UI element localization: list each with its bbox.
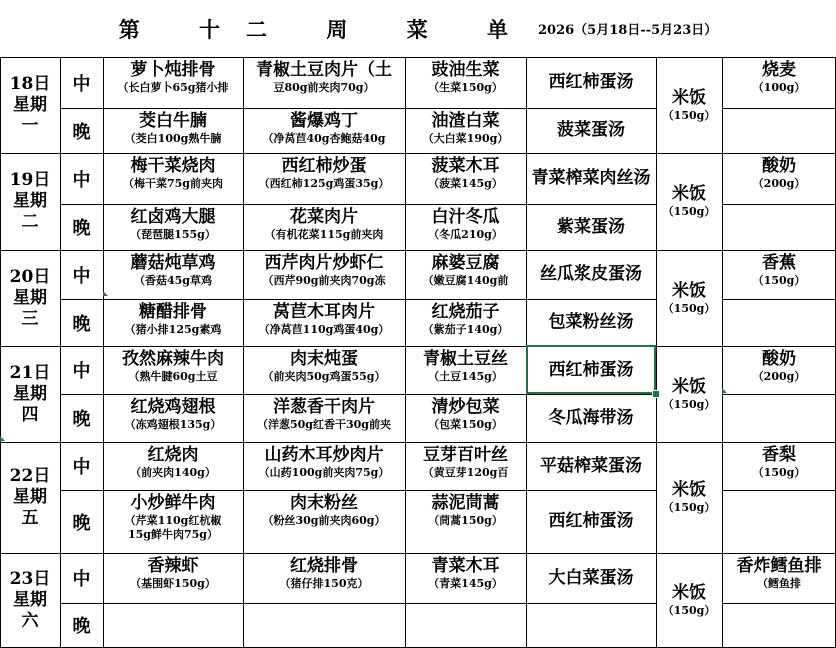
extra-detail: （鳕鱼排 xyxy=(757,577,801,590)
dish-cell[interactable] xyxy=(405,603,526,647)
dish-detail: （琵琶腿155g） xyxy=(130,228,216,241)
dish-cell[interactable] xyxy=(243,57,405,108)
staple-name: 米饭 xyxy=(672,87,706,108)
extra-detail: （150g） xyxy=(752,274,806,287)
staple-quantity: （150g） xyxy=(662,501,716,514)
staple-cell[interactable] xyxy=(656,346,722,442)
meal-lunch-label: 中 xyxy=(72,169,91,191)
extra-name: 香炸鳕鱼排 xyxy=(736,556,822,576)
soup-name: 西红柿蛋汤 xyxy=(548,511,634,531)
meal-dinner-label: 晚 xyxy=(72,218,91,239)
day-label-line3: 一 xyxy=(21,115,39,136)
meal-cell[interactable] xyxy=(60,346,103,394)
dish-cell[interactable] xyxy=(103,299,243,346)
title-main: 第 十二 周 菜 单 xyxy=(118,16,534,42)
dish-name: 红卤鸡大腿 xyxy=(130,207,216,227)
dish-cell[interactable] xyxy=(405,490,526,553)
soup-cell[interactable] xyxy=(526,108,656,153)
dish-detail: （香菇45g草鸡 xyxy=(134,274,212,287)
dish-detail: （前夹肉140g） xyxy=(130,466,216,479)
dish-detail: （梅干菜75g前夹肉 xyxy=(123,177,223,190)
dish-detail: （冬瓜210g） xyxy=(428,228,503,241)
staple-quantity: （150g） xyxy=(662,397,716,411)
extra-detail: （150g） xyxy=(752,466,806,479)
dish-name: 白汁冬瓜 xyxy=(431,207,500,227)
soup-name: 大白菜蛋汤 xyxy=(548,567,634,588)
extra-name: 酸奶 xyxy=(762,349,796,369)
day-label-line2: 星期 xyxy=(13,383,47,404)
soup-name: 紫菜蛋汤 xyxy=(557,216,625,237)
dish-cell[interactable] xyxy=(405,250,526,299)
extra-detail: （100g） xyxy=(752,81,806,94)
meal-cell[interactable] xyxy=(60,603,103,647)
dish-detail: （芹菜110g红杭椒 xyxy=(124,514,222,527)
meal-dinner-label: 晚 xyxy=(72,512,91,534)
dish-cell[interactable] xyxy=(405,108,526,153)
staple-quantity: （150g） xyxy=(662,108,716,122)
dish-cell[interactable] xyxy=(405,442,526,490)
day-label-cell[interactable] xyxy=(0,153,60,250)
day-label-line2: 星期 xyxy=(13,487,47,507)
dish-cell[interactable] xyxy=(243,299,405,346)
dish-cell[interactable] xyxy=(243,603,405,647)
dish-detail: （生菜150g） xyxy=(428,81,503,94)
dish-cell[interactable] xyxy=(243,250,405,299)
dish-cell[interactable] xyxy=(243,442,405,490)
cell-indicator-mark xyxy=(103,291,108,296)
extra-cell[interactable] xyxy=(722,250,836,299)
dish-name: 蒜泥茼蒿 xyxy=(431,493,500,513)
dish-name: 肉末炖蛋 xyxy=(290,349,358,369)
staple-cell[interactable] xyxy=(656,553,722,647)
meal-cell[interactable] xyxy=(60,299,103,346)
dish-detail: （青菜145g） xyxy=(428,577,503,590)
dish-detail: （猪小排125g素鸡 xyxy=(124,323,222,336)
dish-detail: （西红柿125g鸡蛋35g） xyxy=(258,177,390,190)
day-label-cell[interactable] xyxy=(0,442,60,553)
dish-name: 清炒包菜 xyxy=(431,397,500,417)
staple-name: 米饭 xyxy=(672,480,706,500)
meal-dinner-label: 晚 xyxy=(72,616,91,637)
day-label-line2: 星期 xyxy=(13,191,47,211)
extra-cell[interactable] xyxy=(722,346,836,394)
dish-name: 花菜肉片 xyxy=(290,207,358,227)
meal-dinner-label: 晚 xyxy=(72,313,91,335)
dish-detail: （紫茄子140g） xyxy=(422,323,509,336)
soup-name: 平菇榨菜蛋汤 xyxy=(540,455,642,476)
soup-cell[interactable] xyxy=(526,250,656,299)
extra-cell[interactable] xyxy=(722,603,836,647)
soup-cell[interactable] xyxy=(526,394,656,442)
selected-cell-outline xyxy=(526,345,656,394)
meal-cell[interactable] xyxy=(60,490,103,553)
dish-name: 红烧肉 xyxy=(147,445,199,465)
dish-cell[interactable] xyxy=(103,603,243,647)
staple-cell[interactable] xyxy=(656,442,722,553)
staple-quantity: （150g） xyxy=(662,205,716,218)
dish-name: 红烧鸡翅根 xyxy=(130,397,216,417)
soup-cell[interactable] xyxy=(526,153,656,204)
extra-name: 烧麦 xyxy=(762,60,796,80)
day-label-line1: 23日 xyxy=(9,568,51,589)
dish-detail: （净莴苣110g鸡蛋40g） xyxy=(258,323,390,336)
dish-detail: （大白菜190g） xyxy=(422,132,509,145)
dish-detail: （黄豆芽120g百 xyxy=(422,466,509,479)
dish-cell[interactable] xyxy=(103,553,243,603)
dish-name: 梅干菜烧肉 xyxy=(130,156,216,176)
day-label-line1: 21日 xyxy=(9,362,51,383)
dish-name: 香辣虾 xyxy=(147,556,199,576)
staple-name: 米饭 xyxy=(672,376,706,397)
day-label-line3: 三 xyxy=(21,308,39,329)
dish-cell[interactable] xyxy=(103,204,243,250)
soup-cell[interactable] xyxy=(526,553,656,603)
soup-name: 冬瓜海带汤 xyxy=(548,407,634,428)
dish-name: 肉末粉丝 xyxy=(290,493,358,513)
staple-name: 米饭 xyxy=(672,582,706,603)
dish-name: 糖醋排骨 xyxy=(139,302,207,322)
meal-lunch-label: 中 xyxy=(72,361,91,382)
meal-lunch-label: 中 xyxy=(72,73,91,95)
dish-cell[interactable] xyxy=(103,346,243,394)
soup-cell[interactable] xyxy=(526,603,656,647)
extra-cell[interactable] xyxy=(722,108,836,153)
soup-cell[interactable] xyxy=(526,490,656,553)
dish-detail: （土豆145g） xyxy=(428,370,503,383)
dish-name: 西红柿炒蛋 xyxy=(281,156,367,176)
dish-detail: （净莴苣40g杏鲍菇40g xyxy=(262,132,386,145)
meal-cell[interactable] xyxy=(60,153,103,204)
dish-detail: 15g鲜牛肉75g） xyxy=(128,528,218,541)
dish-detail: （包菜150g） xyxy=(428,418,503,431)
dish-cell[interactable] xyxy=(405,553,526,603)
day-label-line3: 六 xyxy=(21,610,39,631)
dish-cell[interactable] xyxy=(103,490,243,553)
day-label-line1: 18日 xyxy=(9,73,51,94)
dish-name: 青椒土豆丝 xyxy=(423,349,508,369)
soup-cell[interactable] xyxy=(526,442,656,490)
staple-name: 米饭 xyxy=(672,184,706,204)
dish-cell[interactable] xyxy=(405,153,526,204)
meal-cell[interactable] xyxy=(60,204,103,250)
dish-detail: （前夹肉50g鸡蛋55g） xyxy=(262,370,386,383)
soup-cell[interactable] xyxy=(526,57,656,108)
extra-cell[interactable] xyxy=(722,553,836,603)
day-label-line3: 五 xyxy=(21,508,39,528)
staple-cell[interactable] xyxy=(656,250,722,346)
dish-cell[interactable] xyxy=(243,153,405,204)
dish-cell[interactable] xyxy=(243,394,405,442)
meal-cell[interactable] xyxy=(60,108,103,153)
staple-quantity: （150g） xyxy=(662,603,716,617)
dish-name: 麻婆豆腐 xyxy=(431,253,500,273)
dish-detail: （嫩豆腐140g前 xyxy=(422,274,509,287)
extra-cell[interactable] xyxy=(722,153,836,204)
dish-name: 油渣白菜 xyxy=(431,111,500,131)
day-label-cell[interactable] xyxy=(0,553,60,647)
meal-dinner-label: 晚 xyxy=(72,409,91,430)
cell-indicator-mark xyxy=(722,388,727,393)
dish-cell[interactable] xyxy=(103,250,243,299)
meal-cell[interactable] xyxy=(60,250,103,299)
staple-quantity: （150g） xyxy=(662,301,716,315)
title-date-range: 2026（5月18日--5月23日） xyxy=(538,23,718,38)
dish-cell[interactable] xyxy=(405,299,526,346)
meal-cell[interactable] xyxy=(60,442,103,490)
extra-cell[interactable] xyxy=(722,57,836,108)
extra-name: 香蕉 xyxy=(762,253,796,273)
extra-detail: （200g） xyxy=(752,177,806,190)
cell-indicator-mark xyxy=(0,436,5,441)
day-label-line1: 22日 xyxy=(9,466,51,486)
day-label-cell[interactable] xyxy=(0,346,60,442)
dish-name: 萝卜炖排骨 xyxy=(130,60,216,80)
dish-cell[interactable] xyxy=(405,346,526,394)
soup-name: 青菜榨菜肉丝汤 xyxy=(531,168,651,188)
day-label-line3: 四 xyxy=(21,404,39,425)
staple-cell[interactable] xyxy=(656,153,722,250)
dish-cell[interactable] xyxy=(243,346,405,394)
soup-name: 丝瓜浆皮蛋汤 xyxy=(540,264,642,284)
dish-name: 酱爆鸡丁 xyxy=(290,111,358,131)
extra-name: 酸奶 xyxy=(762,156,796,176)
dish-cell[interactable] xyxy=(103,108,243,153)
meal-lunch-label: 中 xyxy=(72,265,91,287)
dish-cell[interactable] xyxy=(405,57,526,108)
day-label-line1: 19日 xyxy=(9,170,51,190)
dish-detail: （西芹90g前夹肉70g冻 xyxy=(262,274,386,287)
dish-detail: （茼蒿150g） xyxy=(428,514,503,527)
dish-name: 豆芽百叶丝 xyxy=(423,445,508,465)
meal-lunch-label: 中 xyxy=(72,569,91,590)
dish-cell[interactable] xyxy=(405,394,526,442)
dish-cell[interactable] xyxy=(243,553,405,603)
dish-detail: （冻鸡翅根135g） xyxy=(124,418,222,431)
dish-cell[interactable] xyxy=(243,108,405,153)
soup-name: 菠菜蛋汤 xyxy=(557,120,625,140)
dish-cell[interactable] xyxy=(243,490,405,553)
dish-detail: （猪仔排150克） xyxy=(279,577,369,590)
dish-detail: （熟牛腱60g土豆 xyxy=(128,370,218,383)
dish-cell[interactable] xyxy=(103,442,243,490)
extra-cell[interactable] xyxy=(722,394,836,442)
staple-name: 米饭 xyxy=(672,280,706,301)
dish-name: 蘑菇炖草鸡 xyxy=(130,253,216,273)
extra-detail: （200g） xyxy=(752,370,806,383)
dish-cell[interactable] xyxy=(103,153,243,204)
dish-name: 小炒鲜牛肉 xyxy=(130,493,216,513)
dish-detail: 豆80g前夹肉70g） xyxy=(273,81,375,94)
meal-dinner-label: 晚 xyxy=(72,121,91,143)
dish-name: 孜然麻辣牛肉 xyxy=(122,349,224,369)
dish-detail: （基围虾150g） xyxy=(130,577,216,590)
dish-name: 红烧排骨 xyxy=(290,556,358,576)
dish-name: 西芹肉片炒虾仁 xyxy=(264,253,384,273)
dish-name: 青菜木耳 xyxy=(431,556,500,576)
extra-cell[interactable] xyxy=(722,299,836,346)
extra-cell[interactable] xyxy=(722,204,836,250)
dish-detail: （洋葱50g红香干30g前夹 xyxy=(257,418,391,431)
meal-cell[interactable] xyxy=(60,553,103,603)
dish-name: 莴苣木耳肉片 xyxy=(273,302,375,322)
dish-detail: （粉丝30g前夹肉60g） xyxy=(262,514,386,527)
day-label-cell[interactable] xyxy=(0,57,60,153)
dish-name: 红烧茄子 xyxy=(431,302,500,322)
extra-name: 香梨 xyxy=(762,445,796,465)
meal-lunch-label: 中 xyxy=(72,457,91,478)
dish-name: 洋葱香干肉片 xyxy=(273,397,375,417)
dish-cell[interactable] xyxy=(405,204,526,250)
dish-detail: （有机花菜115g前夹肉 xyxy=(264,228,384,241)
meal-cell[interactable] xyxy=(60,394,103,442)
menu-title xyxy=(0,0,836,58)
dish-name: 茭白牛腩 xyxy=(139,111,207,131)
soup-name: 西红柿蛋汤 xyxy=(548,72,634,92)
soup-cell[interactable] xyxy=(526,204,656,250)
fill-handle[interactable] xyxy=(652,390,660,398)
day-label-line2: 星期 xyxy=(13,287,47,308)
dish-cell[interactable] xyxy=(243,204,405,250)
dish-detail: （菠菜145g） xyxy=(428,177,503,190)
soup-name: 包菜粉丝汤 xyxy=(548,312,634,332)
dish-name: 菠菜木耳 xyxy=(431,156,500,176)
dish-cell[interactable] xyxy=(103,394,243,442)
extra-cell[interactable] xyxy=(722,490,836,553)
extra-cell[interactable] xyxy=(722,442,836,490)
day-label-line2: 星期 xyxy=(13,94,47,115)
soup-name: 西红柿蛋汤 xyxy=(548,359,634,380)
dish-cell[interactable] xyxy=(103,57,243,108)
day-label-line2: 星期 xyxy=(13,589,47,610)
dish-detail: （山药100g前夹肉75g） xyxy=(258,466,390,479)
dish-name: 山药木耳炒肉片 xyxy=(264,445,384,465)
meal-cell[interactable] xyxy=(60,57,103,108)
day-label-cell[interactable] xyxy=(0,250,60,346)
day-label-line1: 20日 xyxy=(9,266,51,287)
day-label-line3: 二 xyxy=(21,212,39,232)
dish-name: 青椒土豆肉片（土 xyxy=(256,60,392,80)
staple-cell[interactable] xyxy=(656,57,722,153)
dish-detail: （长白萝卜65g猪小排 xyxy=(117,81,229,94)
soup-cell[interactable] xyxy=(526,299,656,346)
dish-detail: （茭白100g熟牛腩 xyxy=(124,132,222,145)
dish-name: 豉油生菜 xyxy=(431,60,500,80)
